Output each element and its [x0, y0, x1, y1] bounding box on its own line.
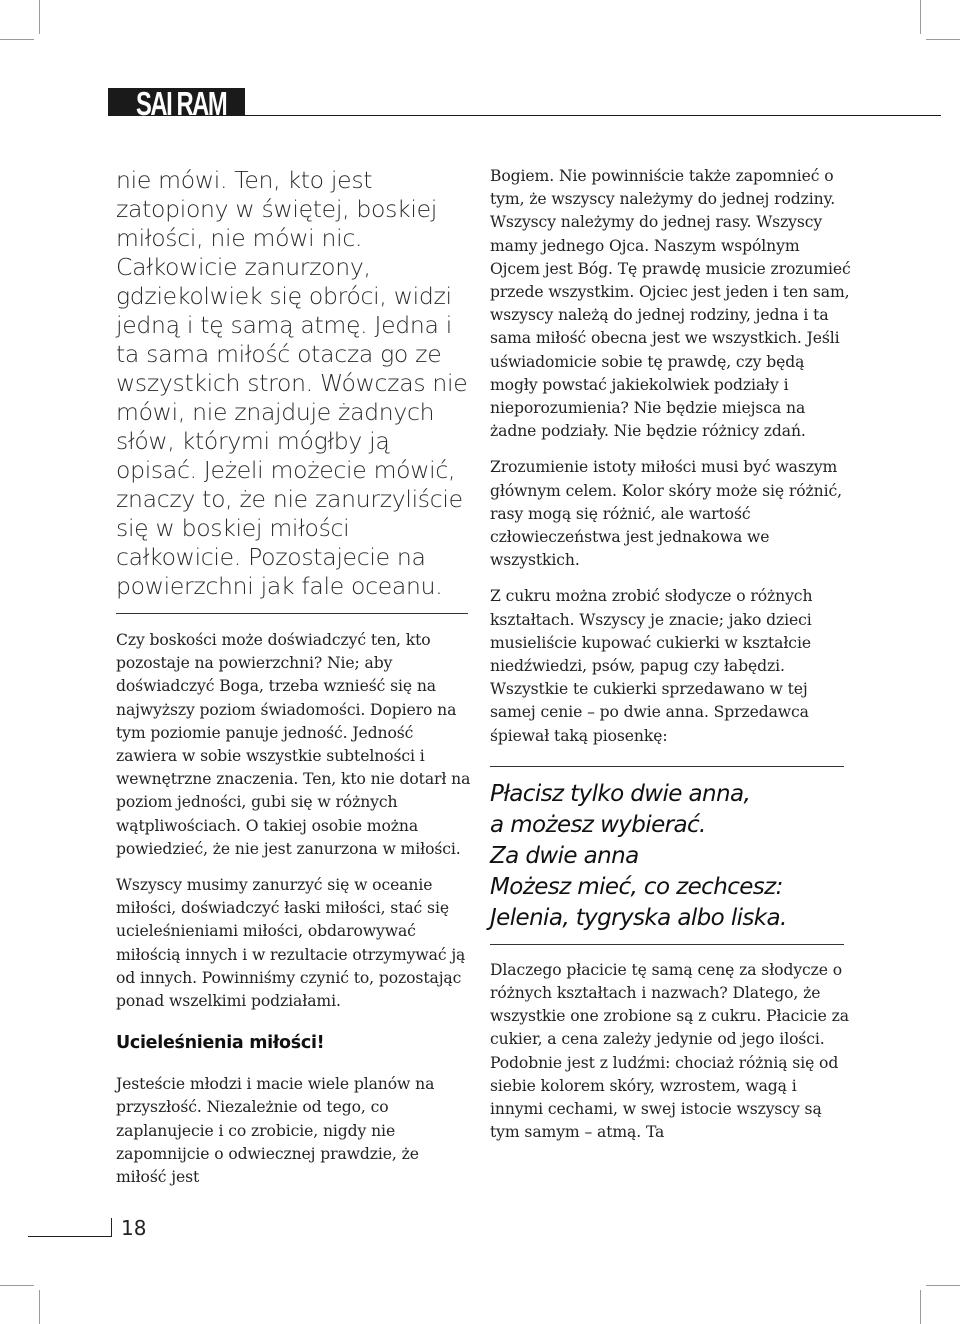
- crop-mark: [0, 1285, 34, 1286]
- body-paragraph: Jesteście młodzi i macie wiele planów na przyszłość. Niezależnie od tego, co zaplanujecie i co zrobicie, nigdy nie zapomnijcie o odwiecznej prawdzie, że miłość jest: [116, 1075, 435, 1187]
- verse-line: a możesz wybierać.: [490, 811, 706, 838]
- left-column: [116, 166, 474, 1189]
- body-paragraph: Czy boskości może doświadczyć ten, kto pozostaje na powierzchni? Nie; aby doświadczyć Boga, trzeba wznieść się na najwyższy poziom świadomości. Dopiero na tym poziomie panuje jedność. Jedność zawiera w sobie wszystkie subtelności i wewnętrzne znaczenia. Ten, kto nie dotarł na poziom jedności, gubi się w różnych wątpliwościach. O takiej osobie można powiedzieć, że nie jest zanurzona w miłości.: [116, 631, 471, 858]
- verse-line: Płacisz tylko dwie anna,: [490, 780, 751, 807]
- crop-mark: [926, 39, 960, 40]
- folio-rule: [28, 1236, 112, 1237]
- verse-divider-bottom: [490, 944, 844, 945]
- body-paragraph: Zrozumienie istoty miłości musi być waszym głównym celem. Kolor skóry może się różnić, rasy mogą się różnić, ale wartość człowieczeństwa jest jednakowa we wszystkich.: [490, 458, 842, 570]
- verse-line: Jelenia, tygryska albo liska.: [490, 904, 787, 931]
- verse-line: Możesz mieć, co zechcesz:: [490, 873, 783, 900]
- section-heading: Ucieleśnienia miłości!: [116, 1033, 325, 1054]
- crop-mark: [39, 1290, 40, 1324]
- crop-mark: [920, 1290, 921, 1324]
- crop-mark: [920, 0, 921, 34]
- body-paragraph: Dlaczego płacicie tę samą cenę za słodycze o różnych kształtach i nazwach? Dlatego, że wszystkie one zrobione są z cukru. Płacicie za cukier, a cena zależy jedynie od jego ilości. Podobnie jest z ludźmi: chociaż różnią się od siebie kolorem skóry, wzrostem, wagą i innymi cechami, w swej istocie wszyscy są tym samym – atmą. Ta: [490, 960, 849, 1142]
- verse-divider-top: [490, 766, 844, 767]
- header-rule: [245, 115, 941, 116]
- song-verse: [490, 779, 854, 934]
- body-paragraph: Bogiem. Nie powinniście także zapomnieć o tym, że wszyscy należymy do jednej rodziny. Wszyscy należymy do jednej rasy. Wszyscy mamy jednego Ojca. Naszym wspólnym Ojcem jest Bóg. Tę prawdę musicie zrozumieć przede wszystkim. Ojciec jest jeden i ten sam, wszyscy należą do jednej rodziny, jedna i ta sama miłość obecna jest we wszystkich. Jeśli uświadomicie sobie tę prawdę, czy będą mogły powstać jakiekolwiek podziały i nieporozumienia? Nie będzie miejsca na żadne podziały. Nie będzie różnicy zdań.: [490, 167, 851, 441]
- page-number: 18: [121, 1216, 147, 1240]
- crop-mark: [926, 1285, 960, 1286]
- crop-mark: [0, 39, 34, 40]
- body-paragraph: Z cukru można zrobić słodycze o różnych kształtach. Wszyscy je znacie; jako dzieci musieliście kupować cukierki w kształcie niedźwiedzi, psów, papug czy łabędzi. Wszystkie te cukierki sprzedawano w tej samej cenie – po dwie anna. Sprzedawca śpiewał taką piosenkę:: [490, 587, 813, 745]
- section-divider: [116, 613, 468, 614]
- lead-paragraph: nie mówi. Ten, kto jest zatopiony w świętej, boskiej miłości, nie mówi nic. Całkowicie zanurzony, gdziekolwiek się obróci, widzi jedną i tę samą atmę. Jedna i ta sama miłość otacza go ze wszystkich stron. Wówczas nie mówi, nie znajduje żadnych słów, którymi mógłby ją opisać. Jeżeli możecie mówić, znaczy to, że nie zanurzyliście się w boskiej miłości całkowicie. Pozostajecie na powierzchni jak fale oceanu.: [116, 166, 468, 600]
- body-paragraph: Wszyscy musimy zanurzyć się w oceanie miłości, doświadczyć łaski miłości, stać się ucieleśnieniami miłości, obdarowywać miłością innych i w rezultacie otrzymywać ją od innych. Powinniśmy czynić to, pozostając ponad wszelkimi podziałami.: [116, 876, 466, 1011]
- magazine-logo: SAI RAM: [136, 85, 227, 122]
- verse-line: Za dwie anna: [490, 842, 639, 869]
- folio-rule: [111, 1218, 112, 1236]
- crop-mark: [39, 0, 40, 34]
- right-column: [490, 165, 854, 1145]
